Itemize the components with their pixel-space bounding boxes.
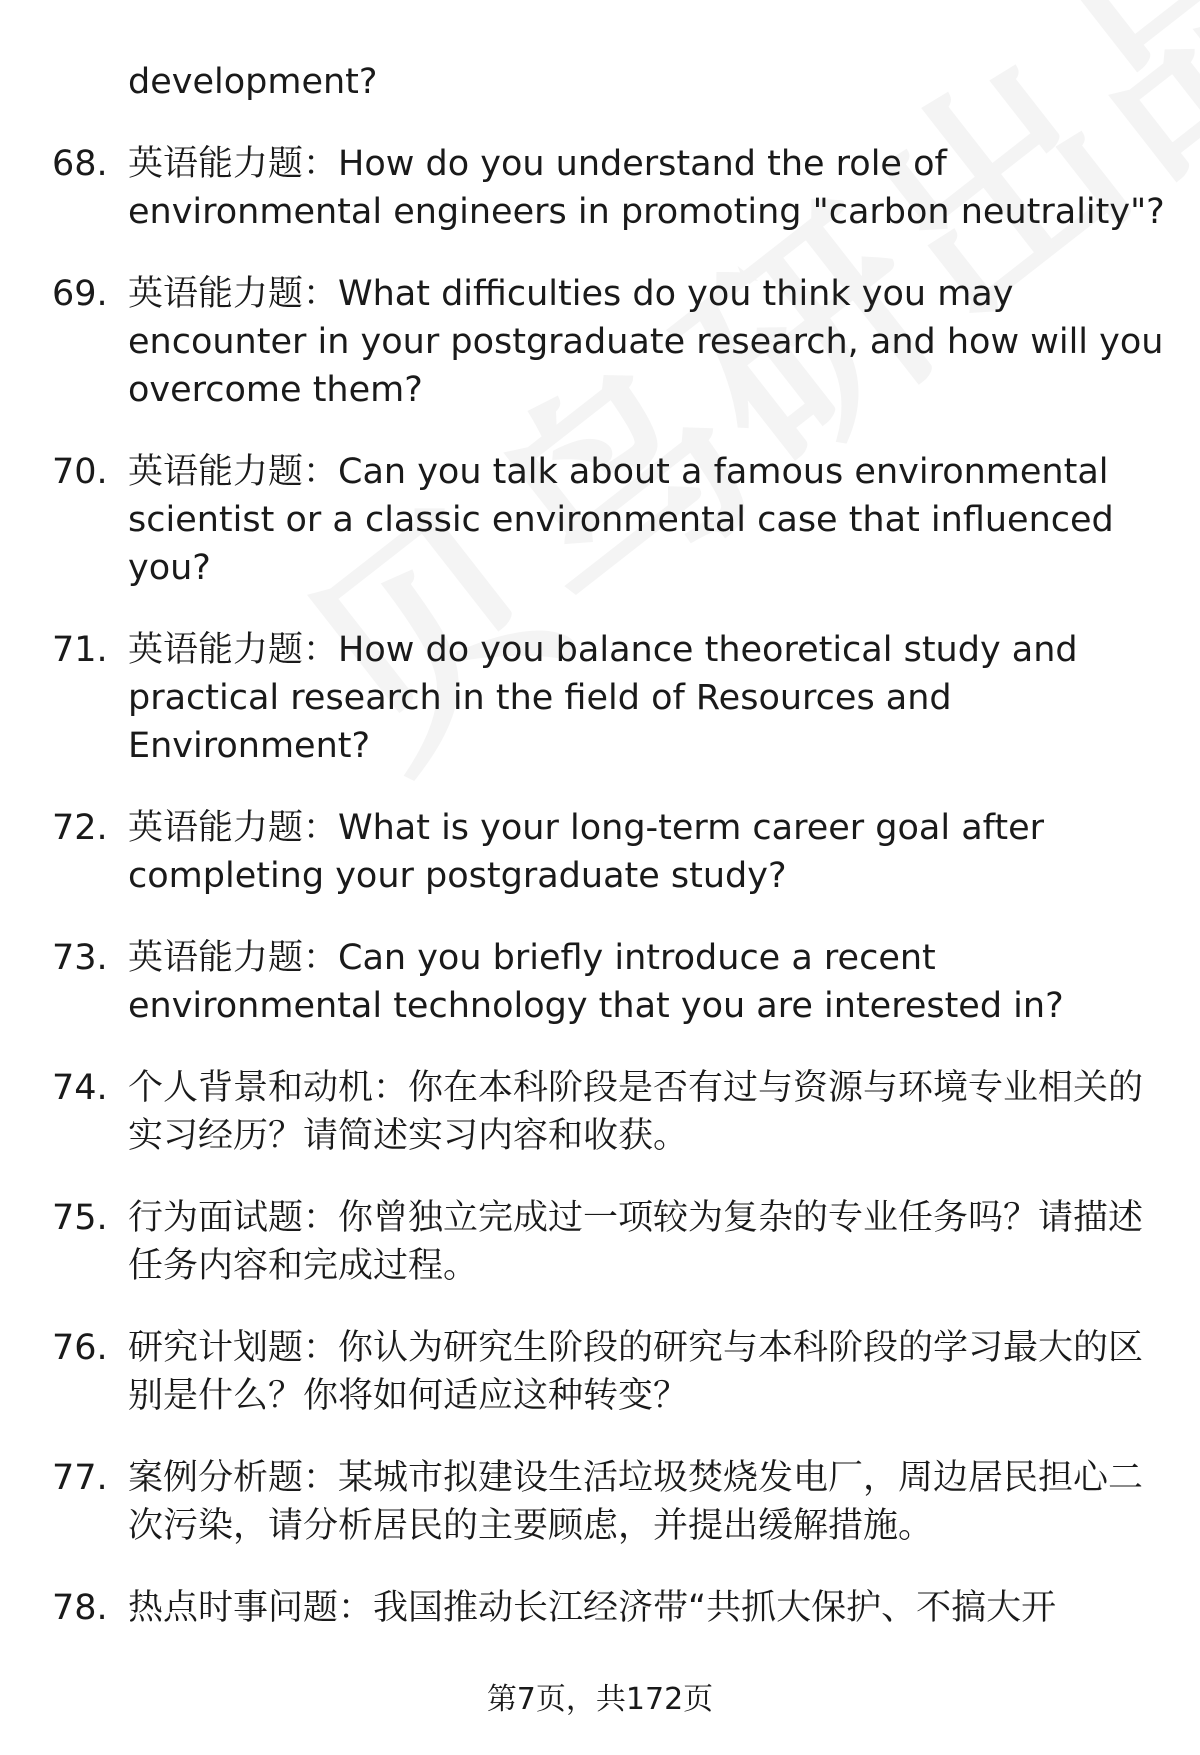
list-item [0,140,1200,236]
list-item [0,626,1200,770]
item-text: 英语能力题：How do you balance theoretical study and practical research in the field of Resources and Environment? [128,630,1078,766]
list-item [0,1064,1200,1160]
page-number-footer: 第7页，共172页 [486,1682,714,1717]
item-number: 71. [52,630,108,670]
item-number: 72. [52,808,108,848]
list-item [0,270,1200,414]
question-list [0,140,1200,1666]
continued-line: development? [128,62,378,102]
item-text: 英语能力题：Can you talk about a famous environmental scientist or a classic environmental case that influenced you? [128,452,1114,588]
item-number: 76. [52,1328,108,1368]
item-number: 75. [52,1198,108,1238]
item-text: 英语能力题：How do you understand the role of environmental engineers in promoting "carbon neutrality"? [128,144,1165,232]
item-text: 热点时事问题：我国推动长江经济带“共抓大保护、不搞大开 [128,1588,1057,1628]
item-number: 70. [52,452,108,492]
item-number: 74. [52,1068,108,1108]
item-text: 英语能力题：What difficulties do you think you may encounter in your postgraduate research, and how will you overcome them? [128,274,1164,410]
list-item [0,1454,1200,1550]
item-text: 研究计划题：你认为研究生阶段的研究与本科阶段的学习最大的区别是什么？你将如何适应这种转变？ [128,1328,1144,1416]
item-number: 68. [52,144,108,184]
item-text: 英语能力题：What is your long-term career goal after completing your postgraduate study? [128,808,1045,896]
list-item [0,1584,1200,1632]
list-item [0,934,1200,1030]
list-item [0,804,1200,900]
list-item [0,1194,1200,1290]
list-item [0,1324,1200,1420]
list-item [0,448,1200,592]
item-number: 78. [52,1588,108,1628]
item-text: 行为面试题：你曾独立完成过一项较为复杂的专业任务吗？请描述任务内容和完成过程。 [128,1198,1144,1286]
item-number: 77. [52,1458,108,1498]
item-text: 英语能力题：Can you briefly introduce a recent environmental technology that you are interested in? [128,938,1064,1026]
item-number: 69. [52,274,108,314]
item-number: 73. [52,938,108,978]
item-text: 案例分析题：某城市拟建设生活垃圾焚烧发电厂，周边居民担心二次污染，请分析居民的主要顾虑，并提出缓解措施。 [128,1458,1144,1546]
item-text: 个人背景和动机：你在本科阶段是否有过与资源与环境专业相关的实习经历？请简述实习内容和收获。 [128,1068,1144,1156]
